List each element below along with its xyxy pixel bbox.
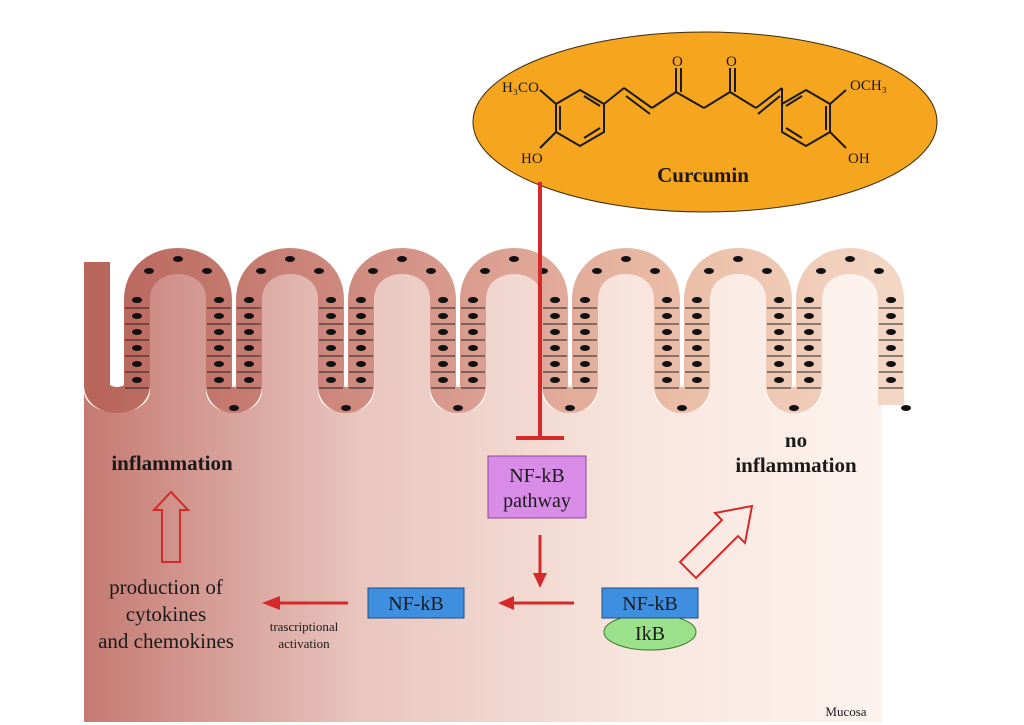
nucleus <box>816 268 826 274</box>
nucleus <box>662 313 672 319</box>
nucleus <box>256 268 266 274</box>
nucleus <box>132 345 142 351</box>
nucleus <box>692 377 702 383</box>
nucleus <box>326 345 336 351</box>
nucleus <box>550 329 560 335</box>
nucleus <box>326 297 336 303</box>
nucleus <box>662 345 672 351</box>
nucleus <box>580 345 590 351</box>
nucleus <box>244 297 254 303</box>
nucleus <box>438 297 448 303</box>
nucleus <box>692 361 702 367</box>
curcumin-group-oh: OH <box>848 151 870 167</box>
nucleus <box>341 405 351 411</box>
nucleus <box>468 313 478 319</box>
no-inflammation-label-line1: no <box>784 428 808 452</box>
nucleus <box>453 405 463 411</box>
nucleus <box>468 361 478 367</box>
nucleus <box>214 377 224 383</box>
nucleus <box>886 377 896 383</box>
nucleus <box>368 268 378 274</box>
nucleus <box>509 256 519 262</box>
nucleus <box>202 268 212 274</box>
production-label-line3: and chemokines <box>98 629 234 653</box>
nucleus <box>356 361 366 367</box>
curcumin-group-h3co: H₃CO <box>502 80 539 96</box>
nucleus <box>774 361 784 367</box>
curcumin-group-o1: O <box>672 54 683 70</box>
nucleus <box>692 329 702 335</box>
nucleus <box>874 268 884 274</box>
nucleus <box>580 329 590 335</box>
nfkb-active-label: NF-kB <box>388 593 444 615</box>
nucleus <box>804 313 814 319</box>
nucleus <box>789 405 799 411</box>
nucleus <box>774 297 784 303</box>
nucleus <box>426 268 436 274</box>
nucleus <box>886 297 896 303</box>
nucleus <box>214 297 224 303</box>
nucleus <box>214 329 224 335</box>
nucleus <box>886 345 896 351</box>
nucleus <box>774 377 784 383</box>
nucleus <box>804 329 814 335</box>
pathway-label-line1: NF-kB <box>509 465 565 487</box>
nucleus <box>677 405 687 411</box>
nucleus <box>886 313 896 319</box>
nucleus <box>592 268 602 274</box>
nucleus <box>132 377 142 383</box>
nucleus <box>550 377 560 383</box>
nucleus <box>356 313 366 319</box>
nucleus <box>214 361 224 367</box>
nucleus <box>132 361 142 367</box>
nucleus <box>580 313 590 319</box>
nucleus <box>692 345 702 351</box>
nucleus <box>662 377 672 383</box>
nucleus <box>580 377 590 383</box>
nucleus <box>480 268 490 274</box>
nfkb-active-box <box>368 588 464 618</box>
nucleus <box>662 361 672 367</box>
ikb-label: IkB <box>635 623 665 645</box>
nucleus <box>314 268 324 274</box>
nucleus <box>438 329 448 335</box>
nucleus <box>774 329 784 335</box>
nucleus <box>804 361 814 367</box>
nfkb-pathway-box <box>488 456 586 518</box>
nucleus <box>550 345 560 351</box>
nucleus <box>229 405 239 411</box>
nucleus <box>132 313 142 319</box>
nucleus <box>132 329 142 335</box>
nfkb-complex-label: NF-kB <box>622 593 678 615</box>
nucleus <box>326 313 336 319</box>
nucleus <box>244 361 254 367</box>
production-label-line1: production of <box>109 575 223 599</box>
nucleus <box>214 313 224 319</box>
nucleus <box>397 256 407 262</box>
nucleus <box>244 313 254 319</box>
nucleus <box>804 345 814 351</box>
nucleus <box>356 345 366 351</box>
nucleus <box>285 256 295 262</box>
transcriptional-label-line2: activation <box>278 636 330 651</box>
nucleus <box>356 297 366 303</box>
mucosa-label: Mucosa <box>825 704 867 719</box>
nucleus <box>692 313 702 319</box>
nucleus <box>244 377 254 383</box>
nucleus <box>438 313 448 319</box>
transcriptional-label-line1: trascriptional <box>269 619 339 634</box>
nucleus <box>580 361 590 367</box>
nucleus <box>468 345 478 351</box>
nucleus <box>733 256 743 262</box>
nucleus <box>621 256 631 262</box>
nucleus <box>550 313 560 319</box>
pathway-label-line2: pathway <box>503 490 571 512</box>
nucleus <box>804 377 814 383</box>
nucleus <box>244 329 254 335</box>
curcumin-group-ho: HO <box>521 151 543 167</box>
nucleus <box>438 345 448 351</box>
nucleus <box>662 297 672 303</box>
nucleus <box>326 329 336 335</box>
nucleus <box>845 256 855 262</box>
nucleus <box>326 361 336 367</box>
nucleus <box>886 361 896 367</box>
curcumin-label: Curcumin <box>657 163 749 187</box>
nucleus <box>468 297 478 303</box>
nucleus <box>438 377 448 383</box>
curcumin-group-och3: OCH₃ <box>850 78 887 94</box>
nucleus <box>356 329 366 335</box>
nucleus <box>326 377 336 383</box>
nucleus <box>762 268 772 274</box>
nucleus <box>550 297 560 303</box>
nucleus <box>356 377 366 383</box>
nucleus <box>774 313 784 319</box>
nucleus <box>550 361 560 367</box>
nucleus <box>804 297 814 303</box>
nucleus <box>438 361 448 367</box>
production-label-line2: cytokines <box>125 602 207 626</box>
nucleus <box>886 329 896 335</box>
inflammation-label: inflammation <box>111 451 233 475</box>
nucleus <box>132 297 142 303</box>
nucleus <box>244 345 254 351</box>
nucleus <box>650 268 660 274</box>
nucleus <box>468 377 478 383</box>
curcumin-molecule <box>473 32 937 212</box>
nucleus <box>662 329 672 335</box>
nucleus <box>173 256 183 262</box>
nucleus <box>692 297 702 303</box>
nucleus <box>468 329 478 335</box>
nucleus <box>774 345 784 351</box>
nucleus <box>144 268 154 274</box>
no-inflammation-label-line2: inflammation <box>735 453 857 477</box>
nucleus <box>580 297 590 303</box>
curcumin-group-o2: O <box>726 54 737 70</box>
nucleus <box>704 268 714 274</box>
nucleus <box>214 345 224 351</box>
nucleus <box>901 405 911 411</box>
nucleus <box>565 405 575 411</box>
